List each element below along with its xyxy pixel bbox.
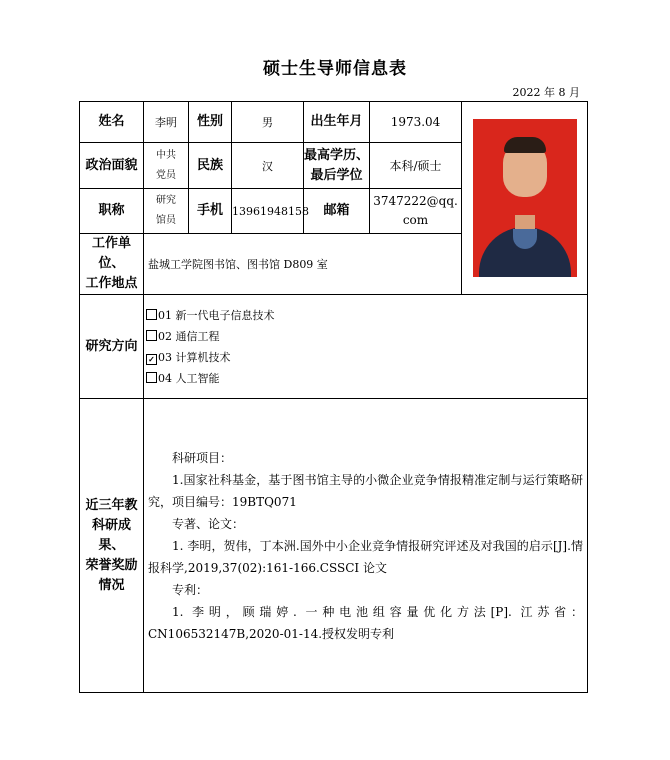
politics-label: 政治面貌 xyxy=(80,143,144,189)
research-option: 04 人工智能 xyxy=(146,368,587,389)
title-value: 研究 馆员 xyxy=(144,189,189,234)
achievement-line: 专利： xyxy=(172,582,209,597)
research-option: 02 通信工程 xyxy=(146,326,587,347)
checkbox[interactable]: ✓ xyxy=(146,354,157,365)
title-label: 职称 xyxy=(80,189,144,234)
birth-label: 出生年月 xyxy=(304,102,370,143)
form-title: 硕士生导师信息表 xyxy=(263,59,407,79)
achievement-line: 科研项目： xyxy=(172,450,233,465)
gender-value: 男 xyxy=(232,102,304,143)
ethnicity-value: 汉 xyxy=(232,143,304,189)
achievement-line: 1. 李明，顾瑞婷. 一种电池组容量优化方法[P]. 江苏省：CN106532147B,2020-01-14.授权发明专利 xyxy=(148,604,583,641)
portrait-photo xyxy=(473,119,577,277)
research-option: ✓ 03 计算机技术 xyxy=(146,347,587,368)
workplace-value: 盐城工学院图书馆、图书馆 D809 室 xyxy=(144,234,462,295)
gender-label: 性别 xyxy=(189,102,232,143)
email-label: 邮箱 xyxy=(304,189,370,234)
phone-value: 13961948158 xyxy=(232,189,304,234)
politics-value: 中共 党员 xyxy=(144,143,189,189)
checkbox[interactable] xyxy=(146,309,157,320)
checkbox[interactable] xyxy=(146,372,157,383)
education-value: 本科/硕士 xyxy=(370,143,462,189)
achievement-line: 1. 李明，贺伟，丁本洲.国外中小企业竞争情报研究评述及对我国的启示[J].情报科学,2019,37(02):161-166.CSSCI 论文 xyxy=(148,538,583,575)
checkbox[interactable] xyxy=(146,330,157,341)
achievements-content xyxy=(144,399,588,693)
photo-cell xyxy=(462,102,588,295)
research-label: 研究方向 xyxy=(80,295,144,399)
ethnicity-label: 民族 xyxy=(189,143,232,189)
achievement-line: 专著、论文： xyxy=(172,516,245,531)
advisor-info-table xyxy=(79,101,588,693)
research-option: 01 新一代电子信息技术 xyxy=(146,305,587,326)
email-value: 3747222@qq.com xyxy=(370,189,462,234)
name-label: 姓名 xyxy=(80,102,144,143)
phone-label: 手机 xyxy=(189,189,232,234)
birth-value: 1973.04 xyxy=(370,102,462,143)
form-date: 2022 年 8 月 xyxy=(512,86,580,99)
name-value: 李明 xyxy=(144,102,189,143)
education-label: 最高学历、 最后学位 xyxy=(304,143,370,189)
achievement-line: 1.国家社科基金，基于图书馆主导的小微企业竞争情报精准定制与运行策略研究，项目编号：19BTQ071 xyxy=(148,472,583,509)
workplace-label: 工作单位、 工作地点 xyxy=(80,234,144,295)
research-directions xyxy=(144,295,588,399)
achievements-label: 近三年教 科研成果、 荣誉奖励 情况 xyxy=(80,399,144,693)
